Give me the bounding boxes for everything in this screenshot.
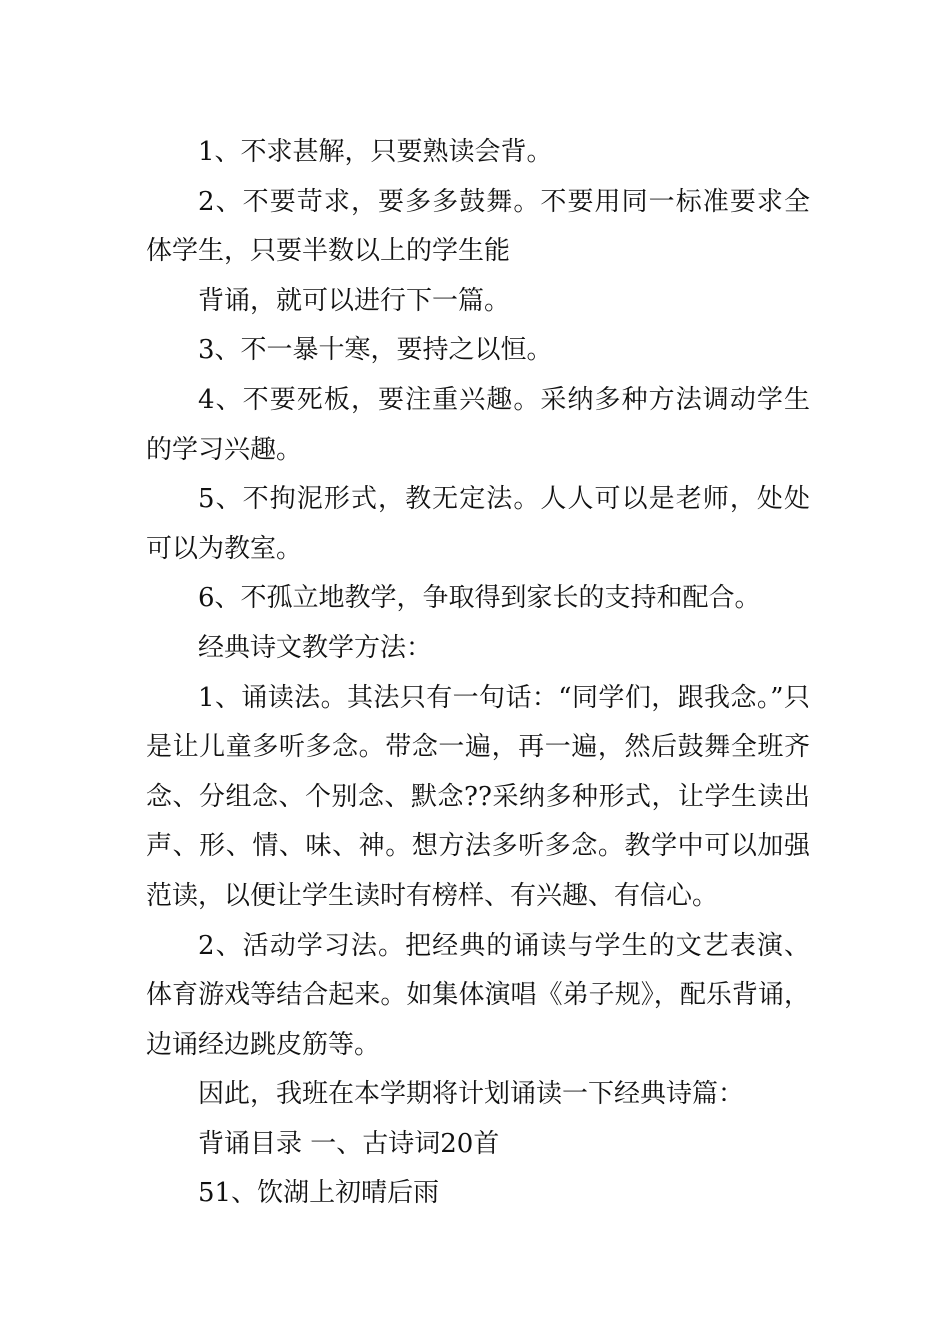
paragraph-rule-1: 1、不求甚解，只要熟读会背。 bbox=[198, 137, 553, 167]
paragraph-rule-5: 5、不拘泥形式，教无定法。人人可以是老师，处处可以为教室。 bbox=[146, 484, 810, 564]
paragraph-rule-2-continued: 背诵，就可以进行下一篇。 bbox=[198, 285, 511, 316]
paragraph-method-1: 1、诵读法。其法只有一句话：“同学们，跟我念。”只是让儿童多听多念。带念一遍，再一遍，然后鼓舞全班齐念、分组念、个别念、默念??采纳多种形式，让学生读出声、形、情、味、神。想方法多听多念。教学中可以加强范读，以便让学生读时有榜样、有兴趣、有信心。 bbox=[146, 682, 810, 911]
recitation-catalog-heading: 背诵目录 一、古诗词20首 bbox=[198, 1128, 500, 1159]
paragraph-plan: 因此，我班在本学期将计划诵读一下经典诗篇： bbox=[198, 1079, 745, 1110]
paragraph-method-2: 2、活动学习法。把经典的诵读与学生的文艺表演、体育游戏等结合起来。如集体演唱《弟子规》，配乐背诵，边诵经边跳皮筋等。 bbox=[146, 930, 810, 1060]
paragraph-rule-6: 6、不孤立地教学，争取得到家长的支持和配合。 bbox=[198, 583, 761, 614]
section-heading-methods: 经典诗文教学方法： bbox=[198, 632, 433, 663]
paragraph-rule-3: 3、不一暴十寒，要持之以恒。 bbox=[198, 335, 553, 366]
document-body bbox=[146, 128, 810, 1219]
paragraph-rule-2: 2、不要苛求，要多多鼓舞。不要用同一标准要求全体学生，只要半数以上的学生能 bbox=[146, 186, 810, 267]
paragraph-rule-4: 4、不要死板，要注重兴趣。采纳多种方法调动学生的学习兴趣。 bbox=[146, 384, 810, 465]
catalog-item: 51、饮湖上初晴后雨 bbox=[198, 1178, 440, 1209]
